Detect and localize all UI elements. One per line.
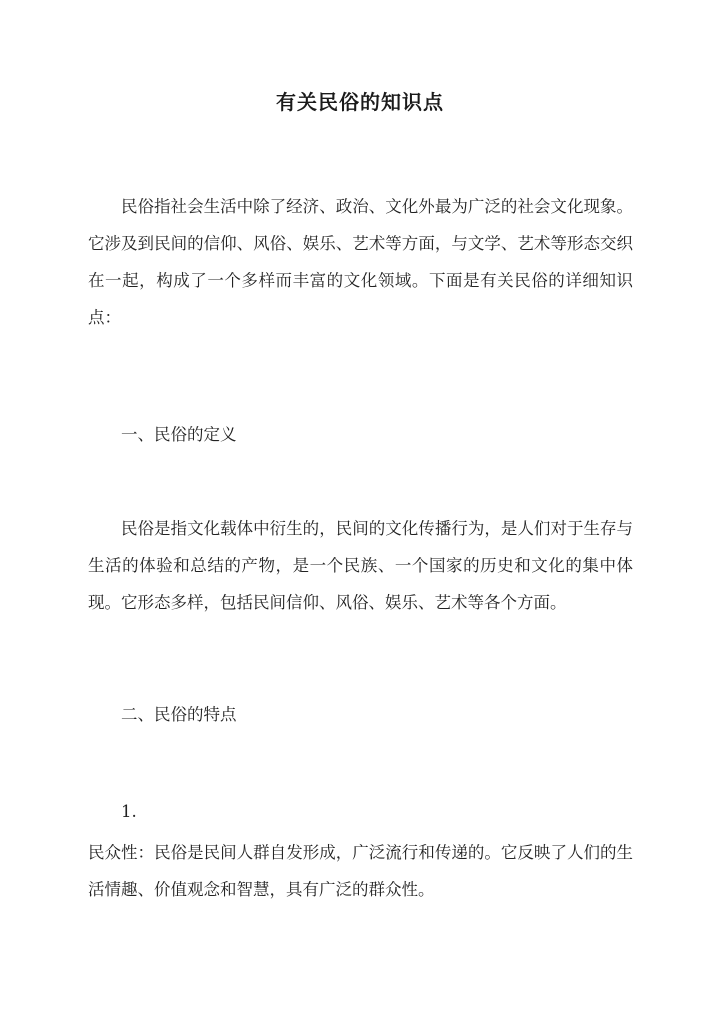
feature-paragraph: 民众性：民俗是民间人群自发形成，广泛流行和传递的。它反映了人们的生活情趣、价值观念和智慧，具有广泛的群众性。 [88,843,633,899]
definition-paragraph: 民俗是指文化载体中衍生的，民间的文化传播行为，是人们对于生存与生活的体验和总结的产物，是一个民族、一个国家的历史和文化的集中体现。它形态多样，包括民间信仰、风俗、娱乐、艺术等各个方面。 [88,519,633,612]
document-title: 有关民俗的知识点 [276,90,444,114]
list-item-number: 1. [121,802,137,821]
intro-paragraph: 民俗指社会生活中除了经济、政治、文化外最为广泛的社会文化现象。它涉及到民间的信仰、风俗、娱乐、艺术等方面，与文学、艺术等形态交织在一起，构成了一个多样而丰富的文化领域。下面是有关民俗的详细知识点： [88,197,633,327]
section-heading-definition: 一、民俗的定义 [121,425,237,444]
section-heading-features: 二、民俗的特点 [121,705,237,724]
